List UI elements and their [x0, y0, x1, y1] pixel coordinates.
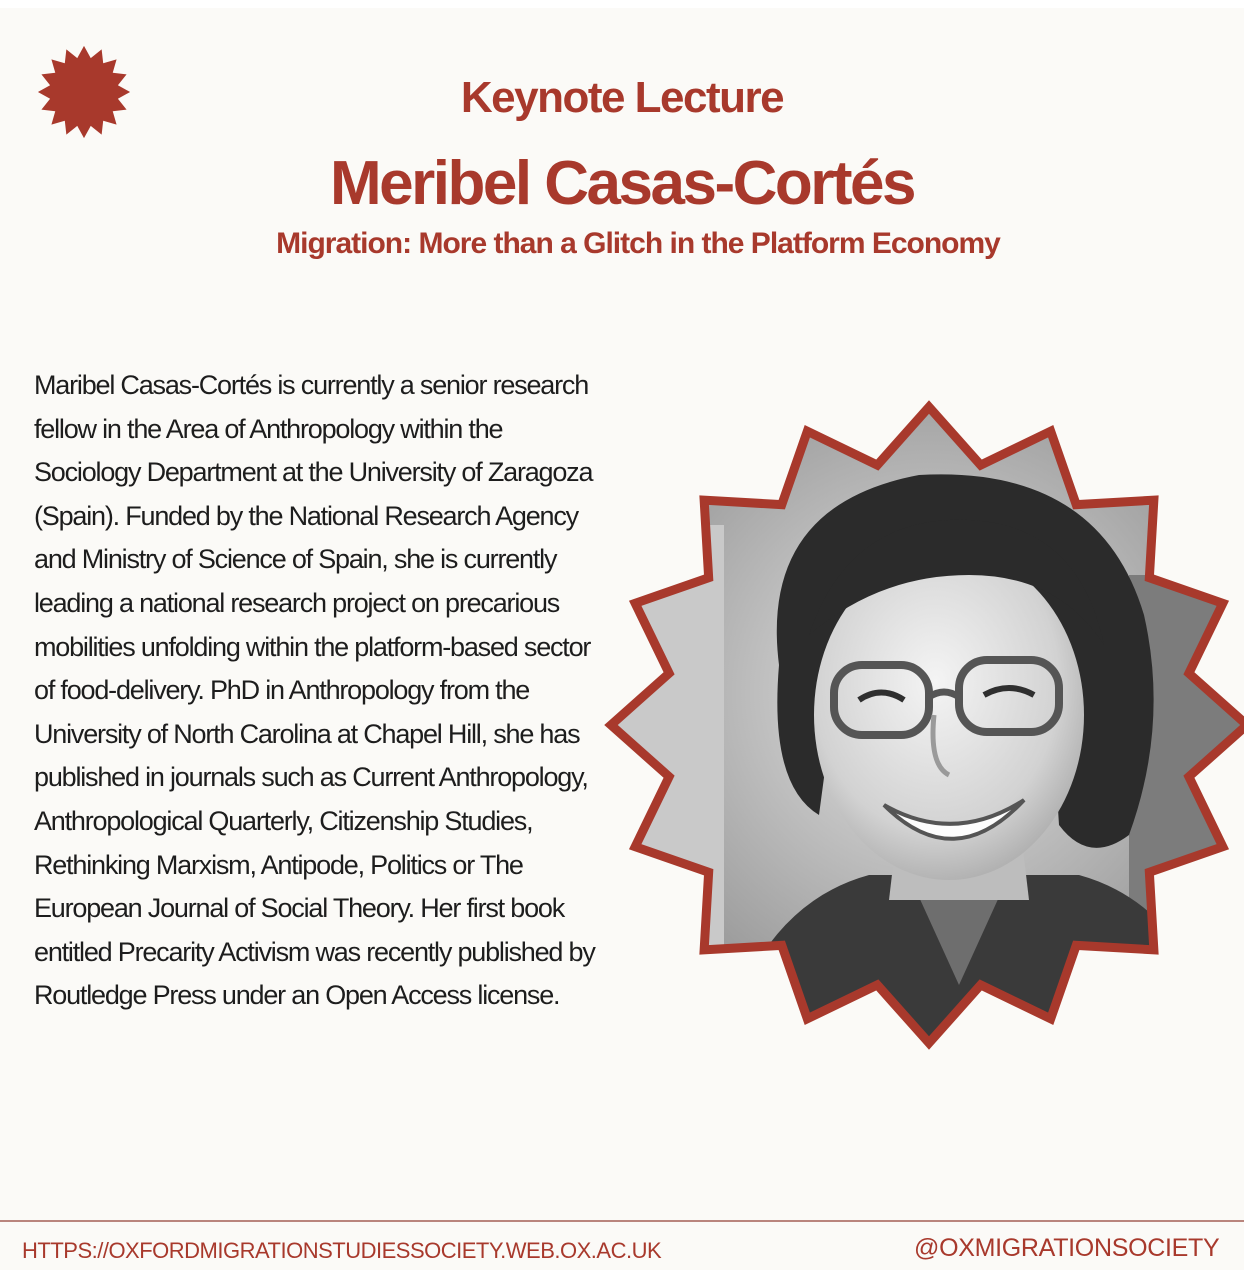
event-kicker: Keynote Lecture — [460, 73, 784, 122]
speaker-bio: Maribel Casas-Cortés is currently a senior research fellow in the Area of Anthropology within the Sociology Department at the University of Zaragoza (Spain). Funded by the National Research Agency and Ministry of Science of Spain, she is currently leading a national research project on precarious mobilities unfolding within the platform-based sector of food-delivery. PhD in Anthropology from the University of North Carolina at Chapel Hill, she has published in journals such as Current Anthropology, Anthropological Quarterly, Citizenship Studies, Rethinking Marxism, Antipode, Politics or The European Journal of Social Theory. Her first book entitled Precarity Activism was recently published by Routledge Press under an Open Access license. — [34, 370, 595, 1011]
footer-divider — [0, 1220, 1244, 1222]
social-handle[interactable]: @OXMIGRATIONSOCIETY — [914, 1234, 1220, 1262]
speaker-name: Meribel Casas-Cortés — [329, 149, 915, 218]
keynote-card — [0, 8, 1244, 1270]
society-website-link[interactable]: HTTPS://OXFORDMIGRATIONSTUDIESSOCIETY.WEB.OX.AC.UK — [22, 1238, 662, 1263]
talk-title: Migration: More than a Glitch in the Platform Economy — [276, 227, 1000, 260]
speaker-portrait — [604, 400, 1244, 1050]
